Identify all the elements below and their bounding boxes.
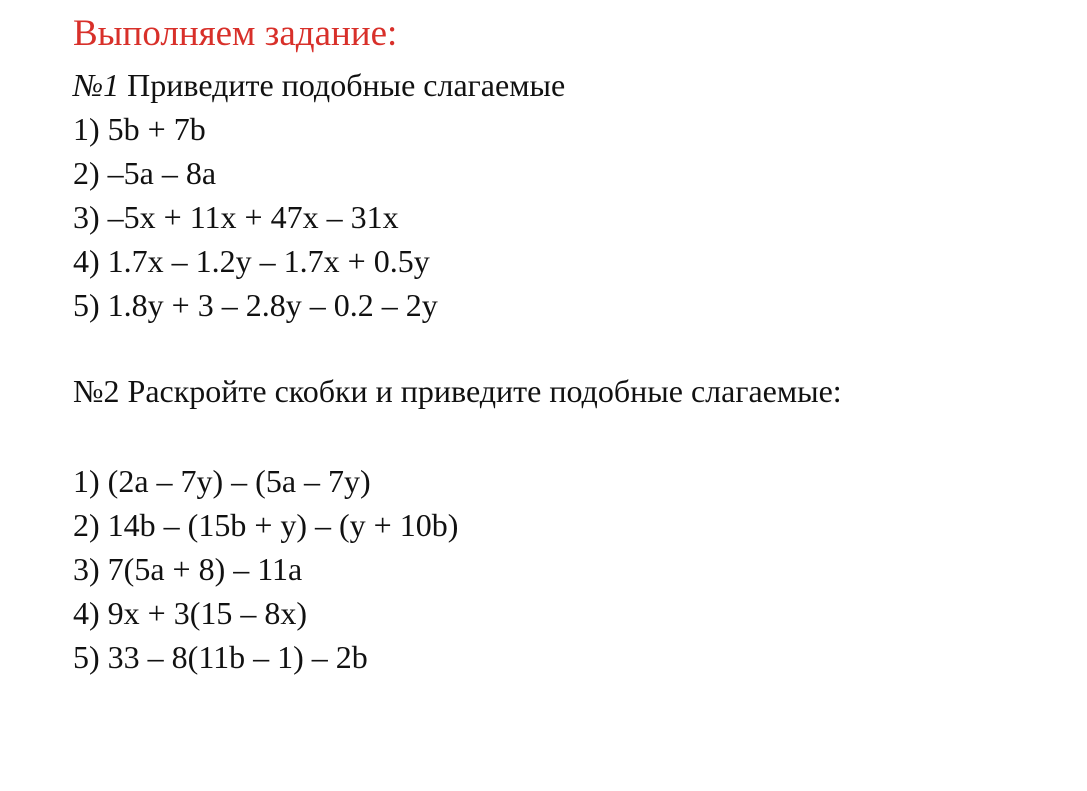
task-1-item-2: 2) –5a – 8a [73, 155, 217, 191]
slide-title: Выполняем задание: [73, 13, 398, 54]
task-2-item-5: 5) 33 – 8(11b – 1) – 2b [73, 639, 368, 675]
task-2-section [73, 369, 842, 679]
task-2-item-4: 4) 9x + 3(15 – 8x) [73, 595, 308, 631]
task-1-list [73, 107, 565, 327]
task-2-item-3: 3) 7(5a + 8) – 11a [73, 551, 303, 587]
task-2-item-1: 1) (2a – 7y) – (5a – 7y) [73, 463, 371, 499]
task-1-number: №1 [73, 67, 120, 103]
task-1-item-5: 5) 1.8y + 3 – 2.8y – 0.2 – 2y [73, 287, 438, 323]
task-1-instruction: Приведите подобные слагаемые [119, 67, 566, 103]
task-1-item-4: 4) 1.7x – 1.2y – 1.7x + 0.5y [73, 243, 430, 279]
task-1-item-3: 3) –5x + 11x + 47x – 31x [73, 199, 399, 235]
task-2-list [73, 459, 842, 679]
task-2-item-2: 2) 14b – (15b + y) – (y + 10b) [73, 507, 459, 543]
task-1-item-1: 1) 5b + 7b [73, 111, 206, 147]
task-1-section [73, 63, 565, 327]
task-1-heading [73, 63, 565, 107]
spacer [73, 413, 842, 459]
task-2-heading: №2 Раскройте скобки и приведите подобные слагаемые: [73, 373, 842, 409]
